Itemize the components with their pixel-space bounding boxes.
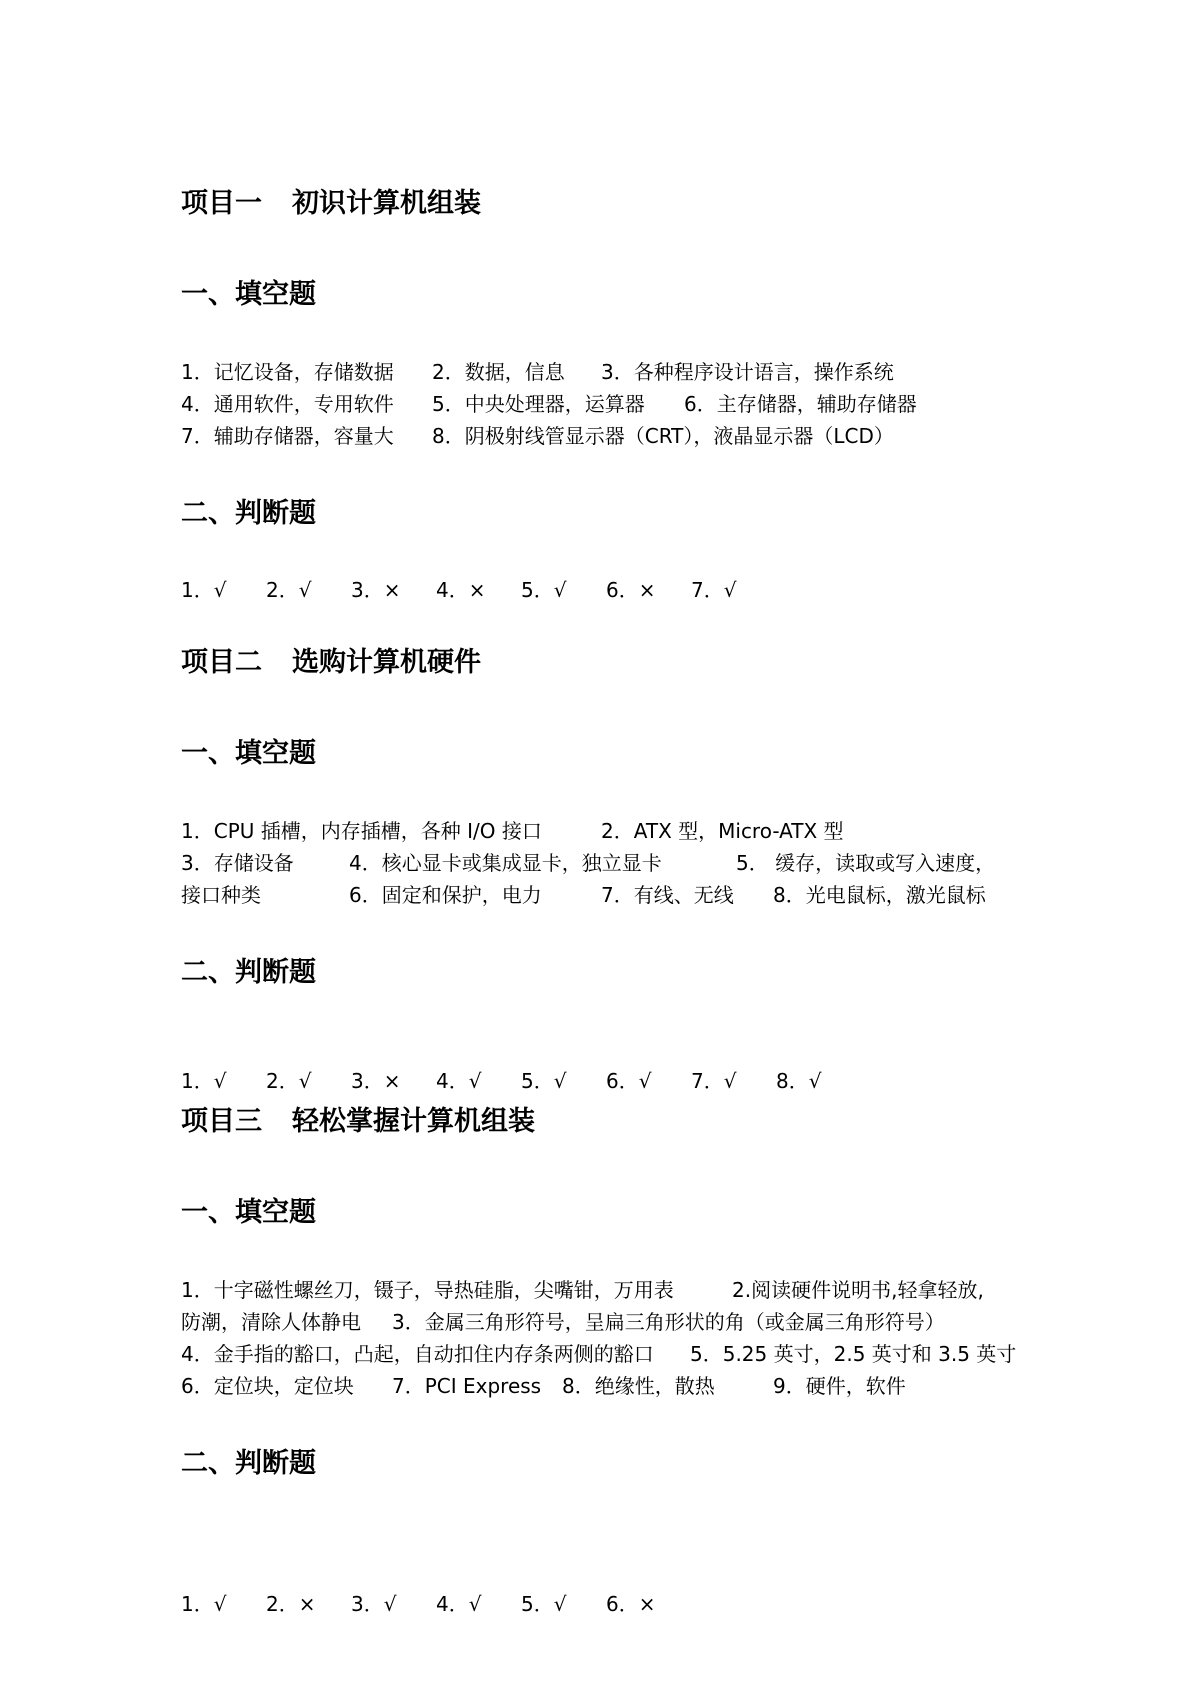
- judge-item: 6．√: [606, 1069, 652, 1093]
- answer-item: 2.阅读硬件说明书,轻拿轻放,: [732, 1278, 984, 1302]
- judge-heading: 二、判断题: [181, 1448, 316, 1479]
- judge-answers: [181, 574, 981, 606]
- project-number: 项目二: [181, 647, 262, 678]
- answer-item: 8．光电鼠标，激光鼠标: [773, 883, 986, 907]
- judge-item: 5．√: [521, 1592, 567, 1616]
- project-1-heading: [181, 186, 481, 222]
- answer-item: 5．5.25 英寸，2.5 英寸和 3.5 英寸: [690, 1342, 1017, 1366]
- judge-item: 3．√: [351, 1592, 397, 1616]
- answer-item: 2．ATX 型，Micro-ATX 型: [601, 819, 844, 843]
- answer-line: [181, 388, 1031, 420]
- answer-item: 7．有线、无线: [601, 883, 734, 907]
- fill-blank-answers: [181, 356, 1031, 452]
- answer-item: 5．中央处理器，运算器: [432, 392, 645, 416]
- judge-answers: [181, 1065, 981, 1097]
- judge-item: 2．√: [266, 1069, 312, 1093]
- answer-item: 4．核心显卡或集成显卡，独立显卡: [349, 851, 662, 875]
- judge-item: 3．×: [351, 1069, 401, 1093]
- answer-item: 6．定位块，定位块: [181, 1374, 354, 1398]
- judge-item: 3．×: [351, 578, 401, 602]
- fill-blank-heading: 一、填空题: [181, 1197, 316, 1228]
- judge-item: 7．√: [691, 578, 737, 602]
- answer-item: 4．通用软件，专用软件: [181, 392, 394, 416]
- project-title: 初识计算机组装: [292, 188, 481, 219]
- project-number: 项目一: [181, 188, 262, 219]
- project-2-heading: [181, 645, 481, 681]
- answer-item: 5． 缓存，读取或写入速度，: [736, 851, 996, 875]
- project-3-heading: [181, 1104, 535, 1140]
- answer-line: [181, 1370, 1031, 1402]
- answer-item: 2．数据，信息: [432, 360, 565, 384]
- judge-answers: [181, 1588, 981, 1620]
- answer-item: 6．固定和保护，电力: [349, 883, 542, 907]
- judge-item: 6．×: [606, 578, 656, 602]
- fill-blank-answers: [181, 815, 1031, 911]
- answer-item: 7．PCI Express: [392, 1374, 542, 1398]
- answer-line: [181, 847, 1031, 879]
- judge-item: 7．√: [691, 1069, 737, 1093]
- answer-item: 1．记忆设备，存储数据: [181, 360, 394, 384]
- answer-line: [181, 420, 1031, 452]
- answer-line: [181, 815, 1031, 847]
- judge-item: 5．√: [521, 1069, 567, 1093]
- answer-line: [181, 879, 1031, 911]
- judge-item: 2．×: [266, 1592, 316, 1616]
- judge-item: 1．√: [181, 1592, 227, 1616]
- answer-line: [181, 356, 1031, 388]
- judge-item: 1．√: [181, 1069, 227, 1093]
- answer-item: 4．金手指的豁口，凸起，自动扣住内存条两侧的豁口: [181, 1342, 654, 1366]
- answer-item: 接口种类: [181, 883, 261, 907]
- answer-item: 防潮，清除人体静电: [181, 1310, 361, 1334]
- fill-blank-heading: 一、填空题: [181, 279, 316, 310]
- answer-line: [181, 1274, 1031, 1306]
- answer-item: 7．辅助存储器，容量大: [181, 424, 394, 448]
- answer-line: [181, 1306, 1031, 1338]
- judge-item: 5．√: [521, 578, 567, 602]
- answer-item: 3．金属三角形符号，呈扁三角形状的角（或金属三角形符号）: [392, 1310, 945, 1334]
- fill-blank-answers: [181, 1274, 1031, 1402]
- project-title: 选购计算机硬件: [292, 647, 481, 678]
- judge-item: 4．×: [436, 578, 486, 602]
- judge-heading: 二、判断题: [181, 957, 316, 988]
- answer-item: 9．硬件，软件: [773, 1374, 906, 1398]
- answer-item: 1．十字磁性螺丝刀，镊子，导热硅脂，尖嘴钳，万用表: [181, 1278, 674, 1302]
- answer-item: 8．绝缘性，散热: [562, 1374, 715, 1398]
- judge-item: 4．√: [436, 1069, 482, 1093]
- project-number: 项目三: [181, 1106, 262, 1137]
- fill-blank-heading: 一、填空题: [181, 738, 316, 769]
- answer-item: 3．各种程序设计语言，操作系统: [601, 360, 894, 384]
- judge-item: 8．√: [776, 1069, 822, 1093]
- judge-item: 4．√: [436, 1592, 482, 1616]
- answer-item: 8．阴极射线管显示器（CRT），液晶显示器（LCD）: [432, 424, 894, 448]
- project-title: 轻松掌握计算机组装: [292, 1106, 535, 1137]
- answer-item: 1．CPU 插槽，内存插槽，各种 I/O 接口: [181, 819, 542, 843]
- answer-line: [181, 1338, 1031, 1370]
- answer-item: 3．存储设备: [181, 851, 294, 875]
- judge-item: 2．√: [266, 578, 312, 602]
- judge-item: 1．√: [181, 578, 227, 602]
- judge-heading: 二、判断题: [181, 498, 316, 529]
- judge-item: 6．×: [606, 1592, 656, 1616]
- answer-item: 6．主存储器，辅助存储器: [684, 392, 917, 416]
